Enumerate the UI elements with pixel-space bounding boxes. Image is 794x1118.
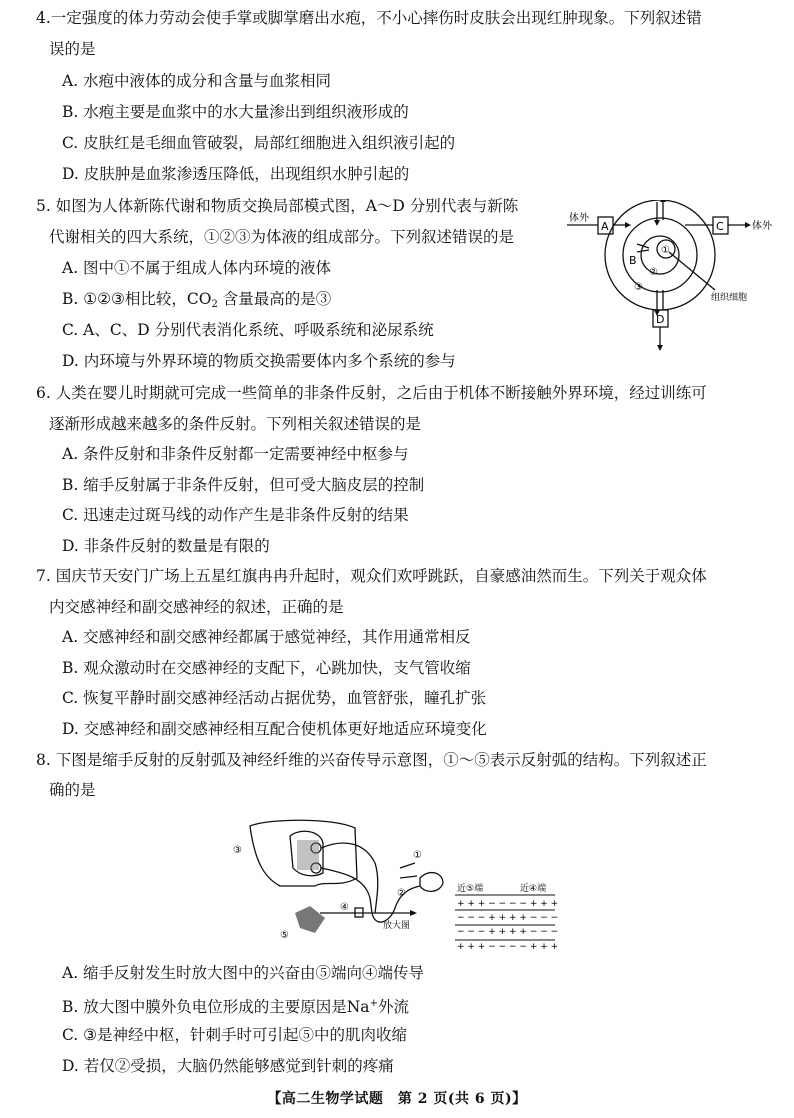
- skin-receptor: [420, 873, 443, 892]
- q5-cell-label: 组织细胞: [711, 293, 748, 303]
- q8-stem-line1: 8. 下图是缩手反射的反射弧及神经纤维的兴奋传导示意图，①～⑤表示反射弧的结构。下列叙述正: [36, 751, 707, 769]
- q8-zoom-label: 放大图: [383, 921, 411, 931]
- q8-label-5: ⑤: [280, 930, 289, 941]
- q6-option-a: A. 条件反射和非条件反射都一定需要神经中枢参与: [62, 445, 409, 463]
- q5-label-3: ③: [634, 282, 643, 293]
- q7-option-a: A. 交感神经和副交感神经都属于感觉神经，其作用通常相反: [62, 628, 471, 646]
- q8-option-b-sup: +: [369, 998, 378, 1009]
- q5-option-a: A. 图中①不属于组成人体内环境的液体: [62, 259, 332, 277]
- q5-box-d-label: D: [656, 313, 665, 326]
- q5-option-b-text: B. ①②③相比较，CO: [62, 290, 212, 308]
- q8-end-right-label: 近④端: [520, 884, 547, 894]
- q5-option-b-sub: 2: [211, 299, 218, 310]
- q5-box-c-label: C: [716, 220, 724, 233]
- q4-stem-line2: 误的是: [49, 40, 96, 58]
- page-footer: 【高二生物学试题 第 2 页(共 6 页)】: [267, 1091, 527, 1107]
- q5-option-c: C. A、C、D 分别代表消化系统、呼吸系统和泌尿系统: [62, 321, 434, 339]
- q5-option-b: [62, 289, 331, 315]
- q8-charge-row-1: + + + − − − − + + +: [457, 899, 559, 909]
- q4-stem-line1: 4.一定强度的体力劳动会使手掌或脚掌磨出水疱，不小心摔伤时皮肤会出现红肿现象。下列叙述错: [36, 9, 702, 27]
- q7-option-b: B. 观众激动时在交感神经的支配下，心跳加快，支气管收缩: [62, 659, 471, 677]
- q6-stem-line2: 逐渐形成越来越多的条件反射。下列相关叙述错误的是: [49, 415, 422, 433]
- q4-option-b: B. 水疱主要是血浆中的水大量渗出到组织液形成的: [62, 103, 409, 121]
- q7-stem-line2: 内交感神经和副交感神经的叙述，正确的是: [49, 598, 344, 616]
- q6-option-c: C. 迅速走过斑马线的动作产生是非条件反射的结果: [62, 506, 409, 524]
- q7-option-c: C. 恢复平静时副交感神经活动占据优势，血管舒张，瞳孔扩张: [62, 689, 487, 707]
- q4-option-d: D. 皮肤肿是血浆渗透压降低，出现组织水肿引起的: [62, 165, 410, 183]
- effector-muscle: [295, 906, 325, 933]
- q5-option-d: D. 内环境与外界环境的物质交换需要体内多个系统的参与: [62, 352, 456, 370]
- q5-option-b-tail: 含量最高的是③: [217, 290, 332, 308]
- q6-option-d: D. 非条件反射的数量是有限的: [62, 537, 270, 555]
- q8-option-b-tail: 外流: [377, 998, 409, 1016]
- q5-left-outside-label: 体外: [569, 213, 589, 224]
- q6-stem-line1: 6. 人类在婴儿时期就可完成一些简单的非条件反射，之后由于机体不断接触外界环境，经过训练可: [36, 384, 707, 402]
- q8-label-3: ③: [233, 845, 242, 856]
- q7-stem-line1: 7. 国庆节天安门广场上五星红旗冉冉升起时，观众们欢呼跳跃，自豪感油然而生。下列关于观众体: [36, 567, 707, 585]
- q8-option-d: D. 若仅②受损，大脑仍然能够感觉到针刺的疼痛: [62, 1057, 394, 1075]
- q5-label-2: ②: [649, 267, 658, 278]
- q8-end-left-label: 近⑤端: [457, 884, 484, 894]
- q4-option-c: C. 皮肤红是毛细血管破裂，局部红细胞进入组织液引起的: [62, 134, 456, 152]
- q8-charge-row-2: − − − + + + + − − −: [457, 913, 559, 923]
- q8-option-b-text: B. 放大图中膜外负电位形成的主要原因是Na: [62, 998, 370, 1016]
- q8-label-1: ①: [413, 850, 422, 861]
- q8-charge-row-3: − − − + + + + − − −: [457, 927, 559, 937]
- q8-label-2: ②: [397, 888, 406, 899]
- q5-box-b-label: B: [629, 254, 637, 267]
- q5-label-1: ①: [661, 245, 670, 256]
- q8-option-a: A. 缩手反射发生时放大图中的兴奋由⑤端向④端传导: [62, 964, 425, 982]
- q8-reflex-arc-diagram: [225, 818, 565, 953]
- q4-option-a: A. 水疱中液体的成分和含量与血浆相同: [62, 72, 332, 90]
- q8-label-4: ④: [340, 902, 349, 913]
- q5-right-outside-label: 体外: [752, 221, 772, 232]
- q5-box-a-label: A: [601, 220, 609, 233]
- q8-stem-line2: 确的是: [49, 781, 96, 799]
- q8-charge-row-4: + + + − − − − + + +: [457, 942, 559, 952]
- q8-option-c: C. ③是神经中枢，针刺手时可引起⑤中的肌肉收缩: [62, 1026, 408, 1044]
- q8-option-b: [62, 994, 409, 1017]
- q5-stem-line1: 5. 如图为人体新陈代谢和物质交换局部模式图，A～D 分别代表与新陈: [36, 197, 519, 215]
- q6-option-b: B. 缩手反射属于非条件反射，但可受大脑皮层的控制: [62, 476, 425, 494]
- q5-stem-line2: 代谢相关的四大系统，①②③为体液的组成部分。下列叙述错误的是: [49, 228, 515, 246]
- q7-option-d: D. 交感神经和副交感神经相互配合使机体更好地适应环境变化: [62, 720, 487, 738]
- q5-body-fluid-diagram: [565, 200, 780, 375]
